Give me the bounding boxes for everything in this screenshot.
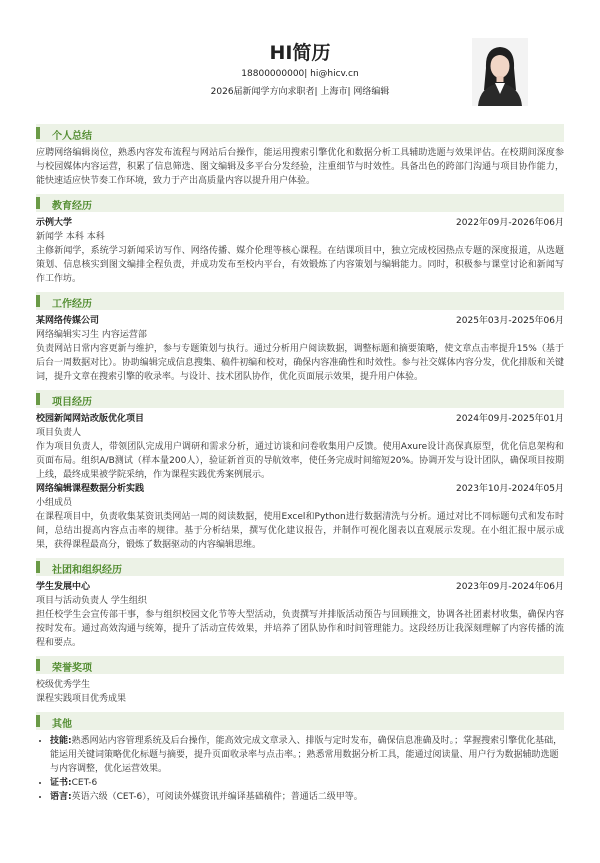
item-label: 技能: <box>50 736 72 746</box>
candidate-name: HI简历 <box>269 42 331 64</box>
work-section <box>36 292 564 384</box>
award-item: 校级优秀学生 <box>36 680 91 690</box>
other-section <box>36 712 564 804</box>
entry-description: 担任校学生会宣传部干事，参与组织校园文化节等大型活动，负责撰写并排版活动预告与回顾推文，协调各社团素材收集，确保内容按时发布。通过高效沟通与统筹，提升了活动宣传效果，并培养了团队协作和时间管理能力。这段经历让我深刻理解了内容传播的流程和要点。 <box>36 610 564 648</box>
awards-section <box>36 656 564 706</box>
section-accent-bar <box>36 393 40 405</box>
contact-info: 18800000000| hi@hicv.cn <box>241 69 359 79</box>
list-item <box>50 776 564 790</box>
summary-text: 应聘网络编辑岗位，熟悉内容发布流程与网站后台操作，能运用搜索引擎优化和数据分析工具辅助选题与效果评估。在校期间深度参与校园媒体内容运营，积累了信息筛选、图文编辑及多平台分发经验，注重细节与时效性。具备出色的跨部门沟通与项目协作能力，能快速适应快节奏工作环境，致力于产出高质量内容以提升用户体验。 <box>36 148 564 186</box>
entry-header <box>36 216 564 230</box>
section-title: 工作经历 <box>52 299 92 310</box>
section-accent-bar <box>36 295 40 307</box>
section-title: 个人总结 <box>52 131 92 142</box>
project-name: 网络编辑课程数据分析实践 <box>36 484 145 494</box>
other-list <box>36 734 564 804</box>
section-header <box>36 390 564 408</box>
item-label: 语言: <box>50 792 72 802</box>
entry-header <box>36 314 564 328</box>
education-section <box>36 194 564 286</box>
degree-info: 新闻学 本科 本科 <box>36 232 105 242</box>
section-header <box>36 712 564 730</box>
entry-date: 2025年03月-2025年06月 <box>456 316 564 326</box>
section-accent-bar <box>36 715 40 727</box>
section-header <box>36 292 564 310</box>
item-text: CET-6 <box>71 778 98 788</box>
list-item <box>50 790 564 804</box>
project-role: 小组成员 <box>36 498 73 508</box>
campus-section <box>36 558 564 650</box>
project-name: 校园新闻网站改版优化项目 <box>36 414 145 424</box>
section-header <box>36 558 564 576</box>
entry-date: 2022年09月-2026年06月 <box>456 218 564 228</box>
entry-description: 主修新闻学，系统学习新闻采访写作、网络传播、媒介伦理等核心课程。在结课项目中，独立完成校园热点专题的深度报道，从选题策划、信息核实到图文编排全程负责，并成功发布至校内平台，有效锻炼了内容策划与编辑能力。同时，积极参与课堂讨论和新闻写作工作坊。 <box>36 246 564 284</box>
entry-header <box>36 482 564 496</box>
projects-section <box>36 390 564 552</box>
company-name: 某网络传媒公司 <box>36 316 100 326</box>
section-accent-bar <box>36 659 40 671</box>
job-role: 网络编辑实习生 内容运营部 <box>36 330 147 340</box>
item-text: 英语六级（CET-6），可阅读外媒资讯并编译基础稿件；普通话二级甲等。 <box>71 792 363 802</box>
org-role: 项目与活动负责人 学生组织 <box>36 596 147 606</box>
item-label: 证书: <box>50 778 72 788</box>
award-item: 课程实践项目优秀成果 <box>36 694 127 704</box>
section-title: 教育经历 <box>52 201 92 212</box>
section-accent-bar <box>36 561 40 573</box>
entry-description: 作为项目负责人，带领团队完成用户调研和需求分析，通过访谈和问卷收集用户反馈。使用Axure设计高保真原型，优化信息架构和页面布局。组织A/B测试（样本量200人），验证新首页的导航效率，使任务完成时间缩短20%。协调开发与设计团队，确保项目按期上线，最终成果被学院采纳，作为课程实践优秀案例展示。 <box>36 442 564 480</box>
entry-description: 在课程项目中，负责收集某资讯类网站一周的阅读数据，使用Excel和Python进行数据清洗与分析。通过对比不同标题句式和发布时间，总结出提高内容点击率的规律。基于分析结果，撰写优化建议报告，并制作可视化图表以直观展示发现。在小组汇报中展示成果，获得课程最高分，锻炼了数据驱动的内容编辑思维。 <box>36 512 564 550</box>
org-name: 学生发展中心 <box>36 582 91 592</box>
entry-date: 2023年09月-2024年06月 <box>456 582 564 592</box>
job-intent: 2026届新闻学方向求职者| 上海市| 网络编辑 <box>210 87 390 97</box>
entry-description: 负责网站日常内容更新与维护，参与专题策划与执行。通过分析用户阅读数据，调整标题和摘要策略，使文章点击率提升15%（基于后台一周数据对比）。协助编辑完成信息搜集、稿件初编和校对，确保内容准确性和时效性。参与社交媒体内容分发，优化排版和关键词，提升文章在搜索引擎的收录率。与设计、技术团队协作，优化页面展示效果，提升用户体验。 <box>36 344 564 382</box>
section-accent-bar <box>36 127 40 139</box>
entry-date: 2023年10月-2024年05月 <box>456 484 564 494</box>
section-accent-bar <box>36 197 40 209</box>
project-role: 项目负责人 <box>36 428 82 438</box>
section-title: 项目经历 <box>52 397 92 408</box>
section-header <box>36 194 564 212</box>
section-title: 荣誉奖项 <box>52 663 92 674</box>
profile-photo <box>472 38 528 106</box>
entry-header <box>36 580 564 594</box>
section-title: 其他 <box>52 719 72 730</box>
resume-header <box>36 0 564 118</box>
list-item <box>50 734 564 776</box>
section-header <box>36 124 564 142</box>
section-title: 社团和组织经历 <box>52 565 122 576</box>
summary-section <box>36 124 564 188</box>
entry-date: 2024年09月-2025年01月 <box>456 414 564 424</box>
item-text: 熟悉网站内容管理系统及后台操作，能高效完成文章录入、排版与定时发布，确保信息准确及时。；掌握搜索引擎优化基础，能运用关键词策略优化标题与摘要，提升页面收录率与点击率。；熟悉常用数据分析工具，能通过阅读量、用户行为数据辅助选题与内容调整，优化运营效果。 <box>50 736 563 774</box>
school-name: 示例大学 <box>36 218 73 228</box>
section-header <box>36 656 564 674</box>
entry-header <box>36 412 564 426</box>
